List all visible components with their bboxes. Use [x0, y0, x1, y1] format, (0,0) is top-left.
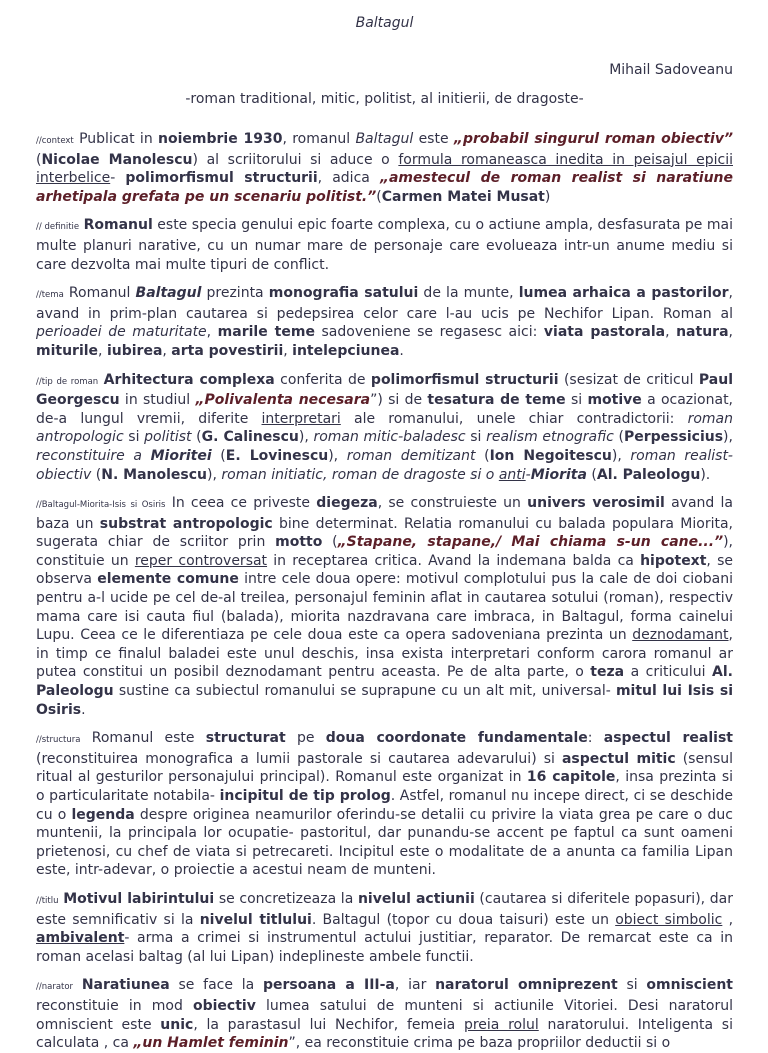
section-label: //tip de roman	[36, 376, 99, 387]
text-run: )	[544, 188, 551, 205]
text-run: , se observa	[36, 552, 733, 588]
section-label: //narator	[36, 982, 74, 993]
text-run: , romanul	[282, 131, 356, 147]
text-run: aspectul realist	[603, 730, 733, 747]
text-run: hipotext	[640, 552, 707, 569]
text-run: ,	[283, 342, 293, 359]
document-title: Baltagul	[355, 15, 414, 31]
text-run: viata pastorala	[543, 324, 666, 341]
text-run: Romanul este	[80, 730, 206, 747]
text-run: 16 capitole	[526, 769, 616, 786]
text-run: a criticului	[624, 664, 713, 681]
text-run: arta povestirii	[171, 342, 284, 359]
text-run: legenda	[71, 806, 135, 823]
text-run: ,	[162, 342, 172, 359]
text-run: ) al scriitorului si aduce o	[192, 151, 399, 168]
text-run: nivelul titlului	[199, 911, 312, 928]
text-run: „probabil singurul roman obiectiv”	[453, 131, 733, 147]
text-run: Naratiunea	[81, 977, 170, 994]
text-run: naratorului. Inteligenta si calculata , ca	[36, 1016, 733, 1052]
text-run	[73, 977, 82, 993]
text-run: roman realist-obiectiv	[36, 447, 733, 483]
document-page	[36, 0, 733, 1053]
text-run: intre cele doua opere: motivul complotului pus la cale de doi ciobani pentru a-l ucide pe cel de-al treilea, personajul feminin aflat in cautarea sotului (roman), respectiv mama care isi cauta fiul (balada), miorita nazdravana care imbraca, in Baltagul, forma cainelui Lupu. Ceea ce le diferentiaza pe cele doua este ca opera sadoveniana prezinta un	[36, 571, 733, 644]
text-run: (	[191, 429, 202, 446]
author-name: Mihail Sadoveanu	[609, 62, 733, 78]
text-run: realism etnografic	[486, 429, 614, 446]
text-run: . Astfel, romanul nu incepe direct, ci se deschide cu o	[36, 788, 733, 823]
text-run: ),	[207, 466, 222, 483]
text-run: ambivalent	[36, 930, 125, 947]
text-run: doua coordonate fundamentale	[325, 730, 588, 747]
text-run: (sensul ritual al gesturilor personajului principal). Romanul este organizat in	[36, 750, 734, 786]
text-run: reconstituie in mod	[36, 997, 193, 1014]
text-run: polimorfismul structurii	[370, 371, 559, 388]
text-run: incipitul de tip prolog	[219, 788, 391, 804]
text-run: miturile	[36, 342, 99, 359]
text-run: Al. Paleologu	[36, 664, 733, 700]
text-run: interpretari	[261, 410, 341, 427]
text-run: tesatura de teme	[427, 392, 566, 409]
text-run: ),	[298, 429, 314, 446]
text-run: naratorul omniprezent	[435, 977, 618, 994]
text-run: , avand in prim-plan cautarea si pedepsirea celor care l-au ucis pe Nechifor Lipan. Roman al	[36, 285, 733, 322]
text-run: conferita de	[274, 371, 371, 388]
text-run: . Baltagul (topor cu doua taisuri) este un	[311, 911, 616, 928]
text-run: bine determinat. Relatia romanului cu balada populara Miorita, sugerata chiar de scriitor prin	[36, 515, 733, 551]
text-run: G. Calinescu	[201, 429, 299, 446]
text-run: politist	[144, 429, 192, 446]
paragraph-tip-de-roman	[36, 371, 733, 485]
paragraph-definitie	[36, 216, 733, 274]
text-run: lumea arhaica a pastorilor	[518, 285, 729, 302]
text-run: se concretizeaza la	[214, 890, 358, 907]
text-run: roman antropologic	[36, 410, 734, 446]
text-run: in studiul	[119, 392, 196, 409]
paragraph-tema	[36, 284, 733, 360]
text-run: , se construieste un	[377, 495, 528, 512]
text-run: monografia satului	[268, 285, 419, 302]
text-run: „Polivalenta necesara	[195, 392, 371, 409]
text-run: ”) si de	[370, 392, 428, 409]
text-run: natura	[676, 324, 729, 341]
text-run: (	[475, 447, 490, 464]
text-run: reconstituire a	[36, 447, 151, 464]
text-run: Perpessicius	[624, 429, 724, 446]
text-run: de la munte,	[418, 285, 519, 302]
text-run: „amestecul de roman realist si naratiune arhetipala grefata pe un scenariu politist.”	[36, 170, 733, 205]
text-run: noiembrie 1930	[158, 131, 283, 147]
text-run: :	[587, 730, 604, 747]
text-run: (reconstituirea monografica a lumii pastorale si cautarea adevarului) si	[36, 750, 562, 767]
text-run: aspectul mitic	[561, 750, 676, 767]
text-run: a ocazionat, de-a lungul vremii, diferite	[36, 392, 734, 427]
text-run: omniscient	[646, 977, 733, 994]
text-run: sustine ca subiectul romanului se suprapune cu un alt mit, universal-	[113, 683, 616, 700]
text-run: „un Hamlet feminin	[133, 1035, 289, 1052]
text-run: (	[376, 188, 382, 205]
text-run: este specia genului epic foarte complexa, cu o actiune ampla, desfasurata pe mai multe planuri narative, cu un numar mare de personaje care evolueaza intr-un anume mediu si care dezvolta mai multe tipuri de conflict.	[36, 217, 734, 273]
section-label: //context	[36, 136, 74, 146]
text-run: Arhitectura complexa	[103, 371, 275, 388]
text-run: nivelul actiunii	[357, 890, 475, 907]
document-subtitle: -roman traditional, mitic, politist, al initierii, de dragoste-	[185, 91, 584, 107]
text-run: lumea satului de munteni si actiunile Vitoriei. Desi naratorul omniscient este	[36, 997, 733, 1033]
text-run: diegeza	[316, 495, 378, 512]
text-run: in receptarea critica. Avand la indemana balda ca	[267, 552, 641, 569]
text-run: motto	[275, 534, 323, 551]
text-run: (sesizat de criticul	[558, 371, 699, 388]
text-run: iubirea	[106, 342, 163, 359]
text-run: Paul Georgescu	[36, 371, 733, 409]
text-run: Nicolae Manolescu	[41, 151, 193, 168]
text-run: si	[617, 977, 647, 994]
text-run: marile teme	[217, 324, 315, 341]
section-label: //structura	[36, 735, 81, 746]
text-run: Publicat in	[73, 131, 159, 147]
text-run: unic	[160, 1016, 194, 1033]
text-run: -	[525, 466, 531, 483]
text-run: deznodamant	[632, 627, 729, 644]
text-run: , in timp ce finalul baladei este unul deschis, insa exista interpretari conform carora romanul ar putea constitui un posibil deznodamant pentru aceasta. Pe de alta parte, o	[36, 627, 733, 681]
text-run: ,	[98, 342, 107, 359]
text-run: (	[613, 429, 624, 446]
text-run: .	[399, 342, 404, 359]
text-run: , iar	[394, 977, 436, 994]
text-run: ),	[611, 447, 631, 464]
text-run: preia rolul	[463, 1016, 539, 1033]
text-run: (	[36, 151, 42, 168]
text-run: ), constituie un	[36, 534, 734, 569]
text-run: ).	[700, 466, 711, 483]
text-run: In ceea ce priveste	[165, 495, 317, 512]
text-run: .	[81, 701, 86, 718]
text-run: roman initiatic, roman de dragoste si o	[221, 466, 499, 483]
text-run: ,	[665, 324, 677, 341]
paragraph-narator	[36, 976, 733, 1052]
text-run: Motivul labirintului	[63, 890, 215, 907]
text-run: (	[211, 447, 226, 464]
paragraph-baltagul-miorita	[36, 494, 733, 719]
text-run: anti	[498, 466, 526, 483]
text-run: obiectiv	[192, 997, 256, 1014]
text-run: reper controversat	[134, 552, 268, 569]
text-run: teza	[590, 664, 625, 681]
text-run: (	[586, 466, 597, 483]
text-run: , insa prezinta si o particularitate notabila-	[36, 769, 734, 804]
text-run: sadoveniene se regasesc aici:	[314, 324, 544, 341]
text-run: ale romanului, unele chiar contradictorii:	[340, 410, 688, 427]
text-run: avand la baza un	[36, 495, 733, 532]
text-run: Carmen Matei Musat	[381, 188, 545, 205]
text-run: formula romaneasca inedita in peisajul epicii interbelice	[36, 151, 733, 187]
text-run: si	[123, 429, 145, 446]
text-run: pe	[285, 730, 326, 747]
text-run: Baltagul	[135, 285, 202, 302]
text-run: se face la	[169, 977, 263, 994]
text-run: - arma a crimei si instrumentul actului justitiar, reparator. De remarcat este ca in roman acelasi baltag (al lui Lipan) indeplineste ambele functii.	[36, 930, 733, 965]
text-run: roman mitic-baladesc	[313, 429, 466, 446]
text-run: prezinta	[201, 285, 269, 302]
text-run: E. Lovinescu	[225, 447, 329, 464]
text-run: si	[465, 429, 487, 446]
text-run: intelepciunea	[292, 342, 400, 359]
text-run: , la parastasul lui Nechifor, femeia	[193, 1016, 464, 1033]
paragraph-titlu	[36, 890, 733, 966]
text-run: obiect simbolic	[615, 911, 723, 928]
section-label: // definitie	[36, 222, 80, 233]
text-run: Ion Negoitescu	[489, 447, 612, 464]
text-run: (	[91, 466, 102, 483]
text-run: mitul lui Isis si Osiris	[36, 683, 733, 718]
paragraph-context	[36, 130, 733, 206]
text-run: si	[565, 392, 588, 409]
text-run: Miorita	[530, 466, 587, 483]
paragraph-structura	[36, 729, 733, 880]
text-run: perioadei de maturitate	[36, 324, 207, 341]
text-run: este	[413, 131, 454, 147]
section-label: //Baltagul-Miorita-Isis si Osiris	[36, 500, 166, 511]
text-run: Mioritei	[150, 447, 212, 464]
text-run: „Stapane, stapane,/ Mai chiama s-un cane...”	[337, 534, 724, 551]
text-run: polimorfismul structurii	[125, 170, 318, 187]
text-run: elemente comune	[97, 571, 239, 588]
section-label: //titlu	[36, 895, 59, 906]
text-run: Al. Paleologu	[596, 466, 701, 483]
text-run: ”, ea reconstituie crima pe baza propriilor deductii si o	[288, 1035, 671, 1052]
text-run: ,	[722, 911, 734, 928]
text-run: , adica	[317, 170, 380, 187]
text-run: Romanul	[83, 217, 153, 234]
text-run: N. Manolescu	[101, 466, 208, 483]
section-label: //tema	[36, 290, 64, 301]
text-run: ,	[206, 324, 218, 341]
text-run: (	[322, 534, 338, 551]
text-run: -	[110, 170, 126, 187]
text-run: ),	[328, 447, 347, 464]
text-run: despre originea neamurilor oferindu-se detalii cu privire la viata grea pe care o duc muntenii, la principala lor ocupatie- pastoritul, dar punandu-se accent pe faptul ca sunt oameni prietenosi, cu chef de viata si petrecareti. Incipitul este o modalitate de a anunta ca familia Lipan este, intr-adevar, o proiectie a acestui neam de munteni.	[36, 806, 733, 879]
text-run: structurat	[205, 730, 286, 747]
text-run: roman demitizant	[346, 447, 476, 464]
text-run: motive	[587, 392, 642, 409]
text-run: univers verosimil	[527, 495, 665, 512]
text-run: (cautarea si diferitele popasuri), dar este semnificativ si la	[36, 890, 733, 928]
text-run: ),	[723, 429, 733, 446]
text-run: persoana a III-a	[262, 977, 395, 994]
text-run: substrat antropologic	[99, 515, 273, 532]
text-run: Baltagul	[355, 131, 414, 147]
text-run: Romanul	[63, 285, 136, 302]
text-run: ,	[728, 324, 733, 341]
